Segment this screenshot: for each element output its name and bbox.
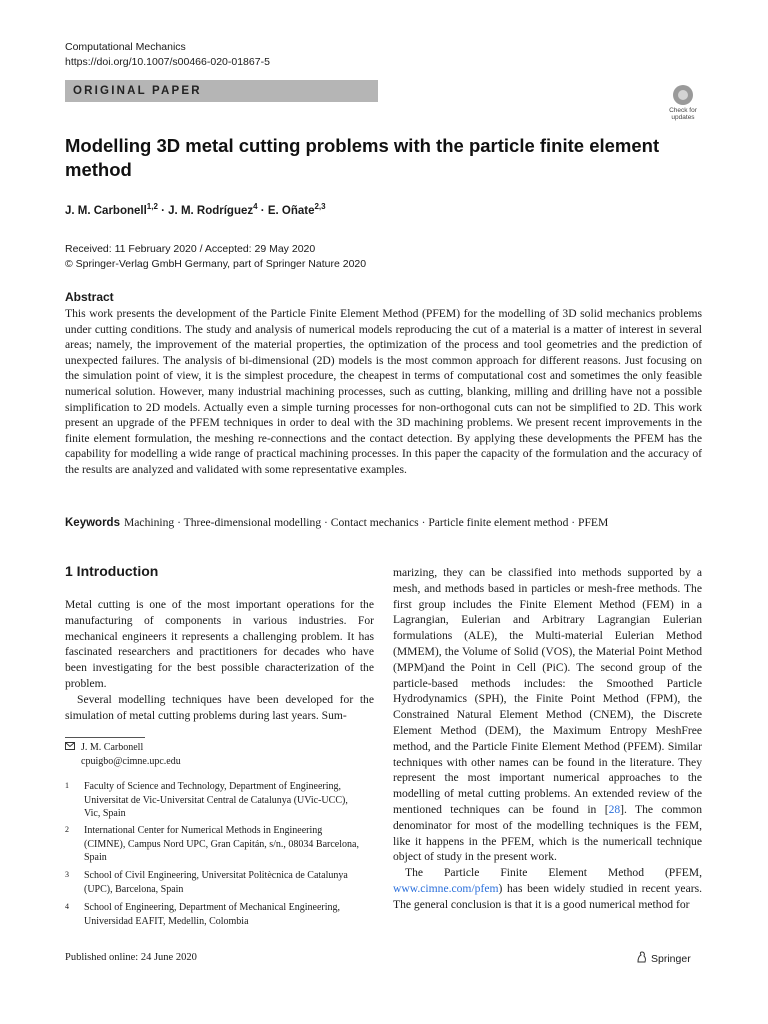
- left-column: [65, 597, 374, 723]
- journal-header: [65, 40, 270, 70]
- journal-doi[interactable]: https://doi.org/10.1007/s00466-020-01867-5: [65, 56, 270, 68]
- author-name[interactable]: E. Oñate: [267, 204, 315, 217]
- author-affiliation: 4: [253, 202, 258, 211]
- section-title: 1 Introduction: [65, 563, 159, 579]
- abstract-text: This work presents the development of the Particle Finite Element Method (PFEM) for the modelling of 3D solid mechanics problems under cutting conditions. The study and analysis of numerical models reproducing the cut of a material is a matter of interest in several areas; namely, the improvement of the material properties, the optimization of the process and tool geometries and the prediction of unexpected failures. The analysis of bi-dimensional (2D) models is the most common approach for different reasons. Just focusing on the simulation point of view, it is the simplest procedure, the cheapest in terms of computational cost and sometimes the only feasible numerical solution. However, many industrial machining processes, such as cutting, blanking, milling and drilling have not a possible simplification to 2D models. Actually even a simple turning processes for non-orthogonal cuts can not be simplified to 2D. This work present an upgrade of the PFEM techniques in order to deal with the 3D machining problems. We present recent improvements in the finite element formulation, the meshing re-connections and the contact detection. By applying these developments the PFEM has the capability for modelling a wide range of practical machining processes. In this paper the capacity of the formulation and the accuracy of the results are analyzed and validated with some representative examples.: [65, 307, 702, 476]
- paragraph: Several modelling techniques have been developed for the simulation of metal cutting problems during last years. Sum-: [65, 692, 374, 722]
- envelope-icon: [65, 741, 81, 755]
- paragraph: Metal cutting is one of the most important operations for the manufacturing of components in various industries. For mechanical engineers it represents a challenging problem. It has fascinated researchers and practitioners for decades who have been investigating for the best possible characterization of the problem.: [65, 598, 374, 690]
- pfem-url-link[interactable]: www.cimne.com/pfem: [393, 881, 499, 895]
- publisher-logo: [636, 951, 691, 966]
- contact-name: J. M. Carbonell: [81, 742, 144, 753]
- author-name[interactable]: J. M. Rodríguez: [168, 204, 254, 217]
- publisher-name: Springer: [651, 952, 691, 965]
- author-affiliation: 1,2: [146, 202, 158, 211]
- received-accepted: Received: 11 February 2020 / Accepted: 29 May 2020: [65, 243, 316, 255]
- article-type-banner: ORIGINAL PAPER: [65, 80, 378, 102]
- springer-horse-icon: [636, 951, 647, 966]
- affiliation-1: 1 Faculty of Science and Technology, Department of Engineering, Universitat de Vic-Universitat Central de Catalunya (UVic-UCC), Vic, Spain: [65, 781, 348, 819]
- affiliation-2: 2 International Center for Numerical Methods in Engineering (CIMNE), Campus Nord UPC, Gran Capitán, s/n., 08034 Barcelona, Spain: [65, 825, 359, 863]
- journal-name: Computational Mechanics: [65, 41, 186, 53]
- paragraph: marizing, they can be classified into methods supported by a mesh, and methods based in particles or mesh-free methods. The first group includes the Finite Element Method (FEM) in a Lagrangian, Eulerian and Arbitrary Lagrangian Eulerian formulations (ALE), the Multi-material Eulerian Method (MMEM), the Volume of Solid (VOS), the Material Point Method (MPM)and the Point in Cell (PiC). The second group of the particle-based methods includes: the Smoothed Particle Hydrodynamics (SPH), the Finite Point Method (FPM), the Constrained Natural Element Method (CNEM), the Discrete Element Method (DEM), the Maximum Entropy MeshFree method, and the Particle Finite Element Method (PFEM). Similar techniques with other names can be found in the literature. They represent the most important numerical approaches to the modelling of metal cutting problems. An extended review of the mentioned techniques can be found in [28]. The common denominator for most of the modelling techniques is the FEM, like it happens in the PFEM, which is the numericall technique object of study in the present work.: [393, 566, 702, 864]
- author-name[interactable]: J. M. Carbonell: [65, 204, 147, 217]
- publication-dates: [65, 242, 366, 272]
- author-affiliation: 2,3: [314, 202, 326, 211]
- paragraph: The Particle Finite Element Method (PFEM, www.cimne.com/pfem) has been widely studied in recent years. The general conclusion is that it is a good numerical method for: [393, 866, 702, 911]
- check-for-updates-badge[interactable]: Check for updates: [664, 85, 702, 125]
- corresponding-author: [65, 741, 181, 769]
- check-for-updates-icon: [673, 85, 693, 105]
- copyright: © Springer-Verlag GmbH Germany, part of Springer Nature 2020: [65, 258, 367, 270]
- contact-email[interactable]: cpuigbo@cimne.upc.edu: [81, 756, 181, 767]
- published-online: Published online: 24 June 2020: [65, 952, 197, 963]
- affiliation-4: 4 School of Engineering, Department of Mechanical Engineering, Universidad EAFIT, Medellin, Colombia: [65, 902, 341, 927]
- paper-title: Modelling 3D metal cutting problems with the particle finite element method: [65, 135, 660, 180]
- citation-link[interactable]: 28: [608, 802, 621, 816]
- keywords-list: Machining · Three-dimensional modelling · Contact mechanics · Particle finite element method · PFEM: [123, 516, 609, 529]
- affiliation-3: 3 School of Civil Engineering, Universitat Politècnica de Catalunya (UPC), Barcelona, Spain: [65, 870, 348, 895]
- right-column: [393, 565, 702, 913]
- abstract-heading: Abstract: [65, 290, 114, 304]
- author-list: J. M. Carbonell$^{1,2}$ · J. M. Rodríguez$^4$ · E. Oñate$^{2,3}$: [65, 202, 326, 217]
- keywords-label: Keywords: [65, 517, 120, 529]
- keywords: [65, 516, 702, 529]
- footnote-divider: [65, 737, 145, 738]
